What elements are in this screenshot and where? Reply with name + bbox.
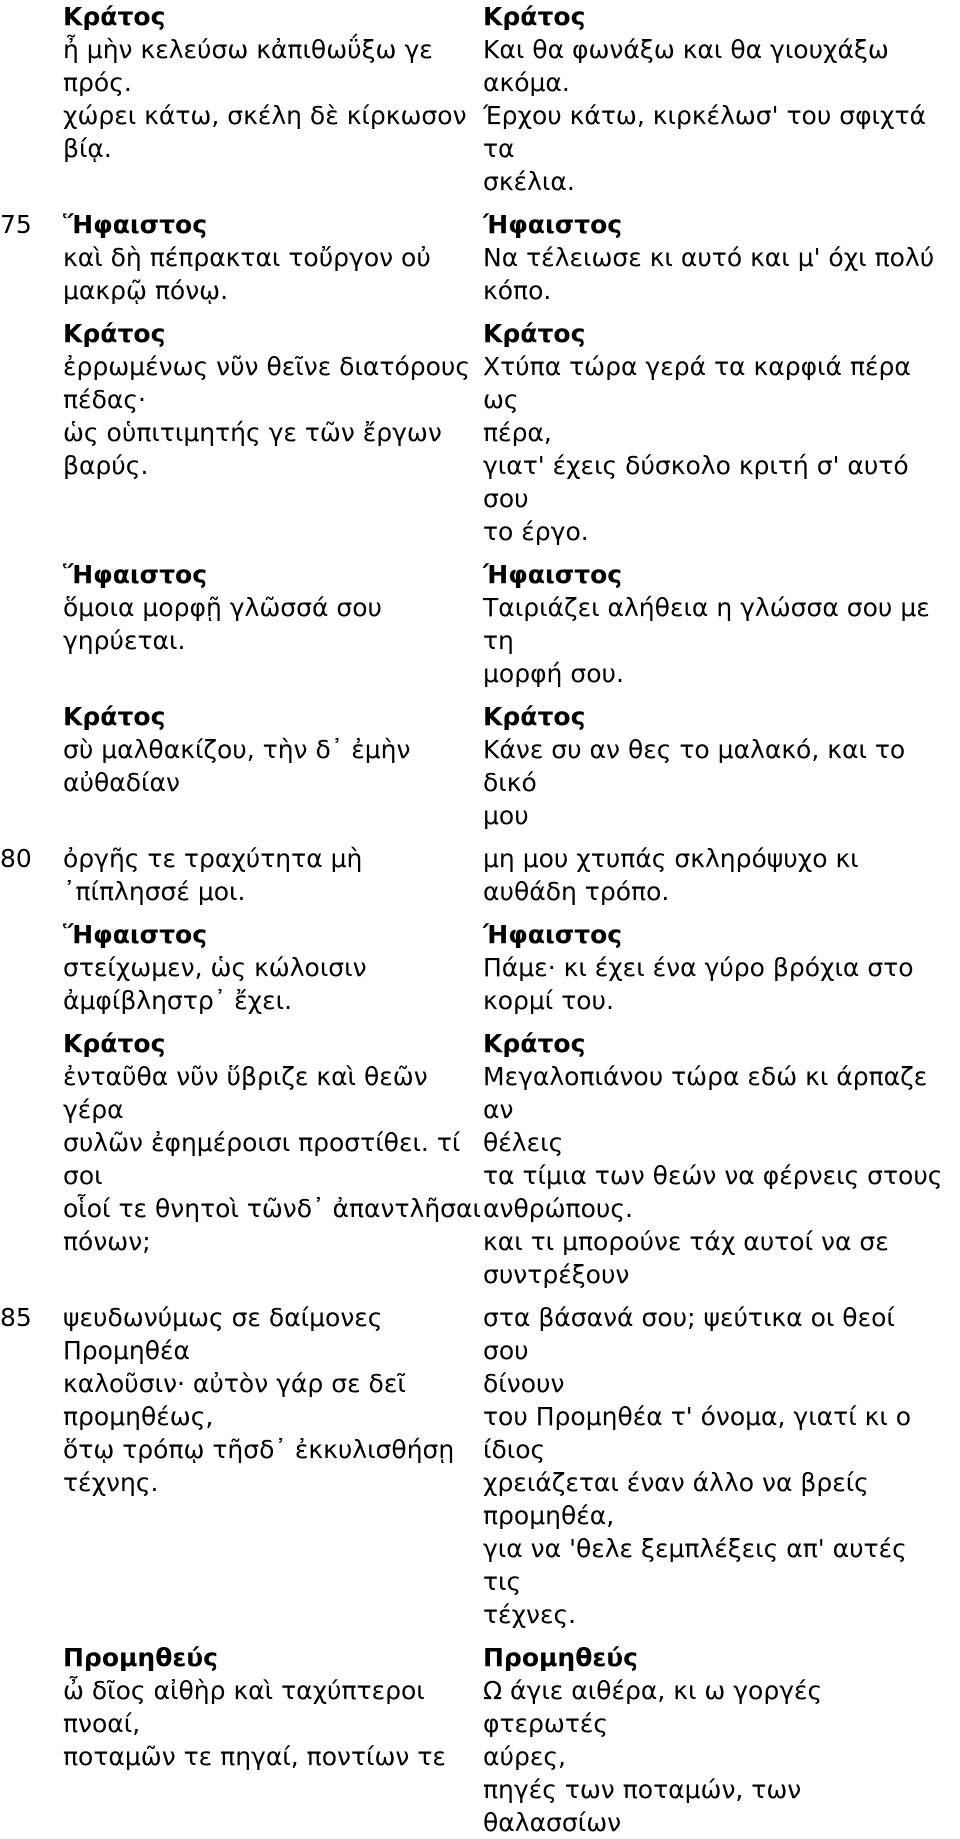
translation-column [483,0,945,198]
speaker-name: Κράτος [483,702,586,731]
greek-column [63,842,483,908]
translation-line: Και θα φωνάξω και θα γιουχάξω [483,35,889,64]
greek-line: ἐνταῦθα νῦν ὕβριζε καὶ θεῶν [63,1062,428,1091]
greek-line: σὺ μαλθακίζου, τὴν δ᾽ ἐμὴν [63,735,411,764]
greek-line: αὐθαδίαν [63,768,180,797]
verse-block [0,1641,960,1839]
greek-line: ὡς οὑπιτιμητής γε τῶν ἔργων [63,418,442,447]
greek-line: προμηθέως, [63,1402,214,1431]
greek-line: ὦ δῖος αἰθὴρ καὶ ταχύπτεροι [63,1676,425,1705]
line-number: 75 [0,210,32,239]
greek-column [63,0,483,165]
translation-line: σκέλια. [483,167,575,196]
translation-column [483,208,945,307]
verse-block [0,1027,960,1291]
translation-column [483,918,945,1017]
verse-block [0,0,960,198]
translation-line: τα τίμια των θεών να φέρνεις στους [483,1161,943,1190]
greek-line: γέρα [63,1095,124,1124]
translation-line: μη μου χτυπάς σκληρόψυχο κι [483,844,859,873]
speaker-name: Προμηθεύς [63,1643,218,1672]
translation-line: δίνουν [483,1369,565,1398]
verse-block [0,317,960,548]
greek-line: συλῶν ἐφημέροισι προστίθει. τί [63,1128,461,1157]
greek-line: βίᾳ. [63,134,112,163]
greek-column [63,1641,483,1773]
verse-block [0,208,960,307]
translation-line: προμηθέα, [483,1501,615,1530]
greek-line: ὅμοια μορφῇ γλῶσσά σου [63,593,382,622]
greek-line: ψευδωνύμως σε δαίμονες [63,1303,383,1332]
greek-line: μακρῷ πόνῳ. [63,276,229,305]
translation-line: τέχνες. [483,1600,577,1629]
translation-line: μορφή σου. [483,659,624,688]
translation-line: Χτύπα τώρα γερά τα καρφιά πέρα ως [483,352,911,414]
greek-line: χώρει κάτω, σκέλη δὲ κίρκωσον [63,101,467,130]
speaker-name: Κράτος [63,1029,166,1058]
greek-column [63,208,483,307]
verse-block [0,700,960,832]
speaker-name: Κράτος [63,2,166,31]
translation-line: ακόμα. [483,68,570,97]
greek-line: ὀργῆς τε τραχύτητα μὴ [63,844,363,873]
greek-line: καλοῦσιν· αὐτὸν γάρ σε δεῖ [63,1369,406,1398]
speaker-name: Κράτος [63,319,166,348]
translation-line: Να τέλειωσε κι αυτό και μ' όχι πολύ [483,243,935,272]
greek-line: τέχνης. [63,1468,159,1497]
translation-column [483,1301,945,1631]
translation-line: συντρέξουν [483,1260,630,1289]
translation-line: κορμί του. [483,986,614,1015]
translation-line: Κάνε συ αν θες το μαλακό, και το δικό [483,735,906,797]
greek-line: καὶ δὴ πέπρακται τοὔργον οὐ [63,243,431,272]
greek-column [63,317,483,482]
speaker-name: Κράτος [483,2,586,31]
verse-block [0,558,960,690]
translation-column [483,842,945,908]
translation-column [483,317,945,548]
speaker-name: Ήφαιστος [483,560,623,589]
greek-line: ἦ μὴν κελεύσω κἀπιθωΰξω γε [63,35,433,64]
translation-line: ίδιος [483,1435,546,1464]
greek-line: γηρύεται. [63,626,186,655]
greek-line: στείχωμεν, ὡς κώλοισιν [63,953,367,982]
speaker-name: Ήφαιστος [483,920,623,949]
speaker-name: Κράτος [63,702,166,731]
translation-line: στα βάσανά σου; ψεύτικα οι θεοί σου [483,1303,895,1365]
greek-line: ἀμφίβληστρ᾽ ἔχει. [63,986,293,1015]
translation-line: πέρα, [483,418,552,447]
line-number: 80 [0,844,32,873]
speaker-name: Ήφαιστος [483,210,623,239]
translation-line: αύρες, [483,1742,566,1771]
translation-line: θέλεις [483,1128,564,1157]
translation-column [483,558,945,690]
speaker-name: Κράτος [483,319,586,348]
translation-line: αυθάδη τρόπο. [483,877,670,906]
greek-column [63,918,483,1017]
greek-line: ποταμῶν τε πηγαί, ποντίων τε [63,1742,446,1771]
speaker-name: Ἥφαιστος [63,560,208,589]
greek-column [63,1301,483,1499]
translation-line: Έρχου κάτω, κιρκέλωσ' του σφιχτά τα [483,101,926,163]
line-number: 85 [0,1303,32,1332]
greek-line: ὅτῳ τρόπῳ τῆσδ᾽ ἐκκυλισθήσῃ [63,1435,455,1464]
greek-column [63,700,483,799]
greek-column [63,558,483,657]
greek-line: Προμηθέα [63,1336,191,1365]
translation-line: το έργο. [483,517,589,546]
speaker-name: Προμηθεύς [483,1643,638,1672]
translation-line: για να 'θελε ξεμπλέξεις απ' αυτές τις [483,1534,907,1596]
translation-line: Μεγαλοπιάνου τώρα εδώ κι άρπαζε αν [483,1062,928,1124]
verse-block [0,1301,960,1631]
translation-line: γιατ' έχεις δύσκολο κριτή σ' αυτό σου [483,451,909,513]
translation-column [483,1641,945,1839]
greek-line: ἐρρωμένως νῦν θεῖνε διατόρους [63,352,471,381]
translation-line: Ταιριάζει αλήθεια η γλώσσα σου με τη [483,593,930,655]
verse-block [0,918,960,1017]
greek-line: πρός. [63,68,132,97]
translation-column [483,700,945,832]
greek-column [63,1027,483,1258]
translation-line: χρειάζεται έναν άλλο να βρείς [483,1468,869,1497]
translation-line: Πάμε· κι έχει ένα γύρο βρόχια στο [483,953,914,982]
translation-line: κόπο. [483,276,552,305]
translation-line: μου [483,801,529,830]
greek-line: βαρύς. [63,451,149,480]
speaker-name: Κράτος [483,1029,586,1058]
translation-line: πηγές των ποταμών, των θαλασσίων [483,1775,802,1837]
translation-line: Ω άγιε αιθέρα, κι ω γοργές φτερωτές [483,1676,823,1738]
translation-line: ανθρώπους. [483,1194,633,1223]
verse-block [0,842,960,908]
greek-line: ᾽πίπλησσέ μοι. [63,877,246,906]
translation-line: και τι μπορούνε τάχ αυτοί να σε [483,1227,889,1256]
speaker-name: Ἥφαιστος [63,210,208,239]
greek-line: σοι [63,1161,103,1190]
translation-column [483,1027,945,1291]
translation-line: του Προμηθέα τ' όνομα, γιατί κι ο [483,1402,912,1431]
greek-line: πόνων; [63,1227,151,1256]
greek-line: πέδας· [63,385,146,414]
greek-line: πνοαί, [63,1709,141,1738]
speaker-name: Ἥφαιστος [63,920,208,949]
greek-line: οἷοί τε θνητοὶ τῶνδ᾽ ἀπαντλῆσαι [63,1194,481,1223]
